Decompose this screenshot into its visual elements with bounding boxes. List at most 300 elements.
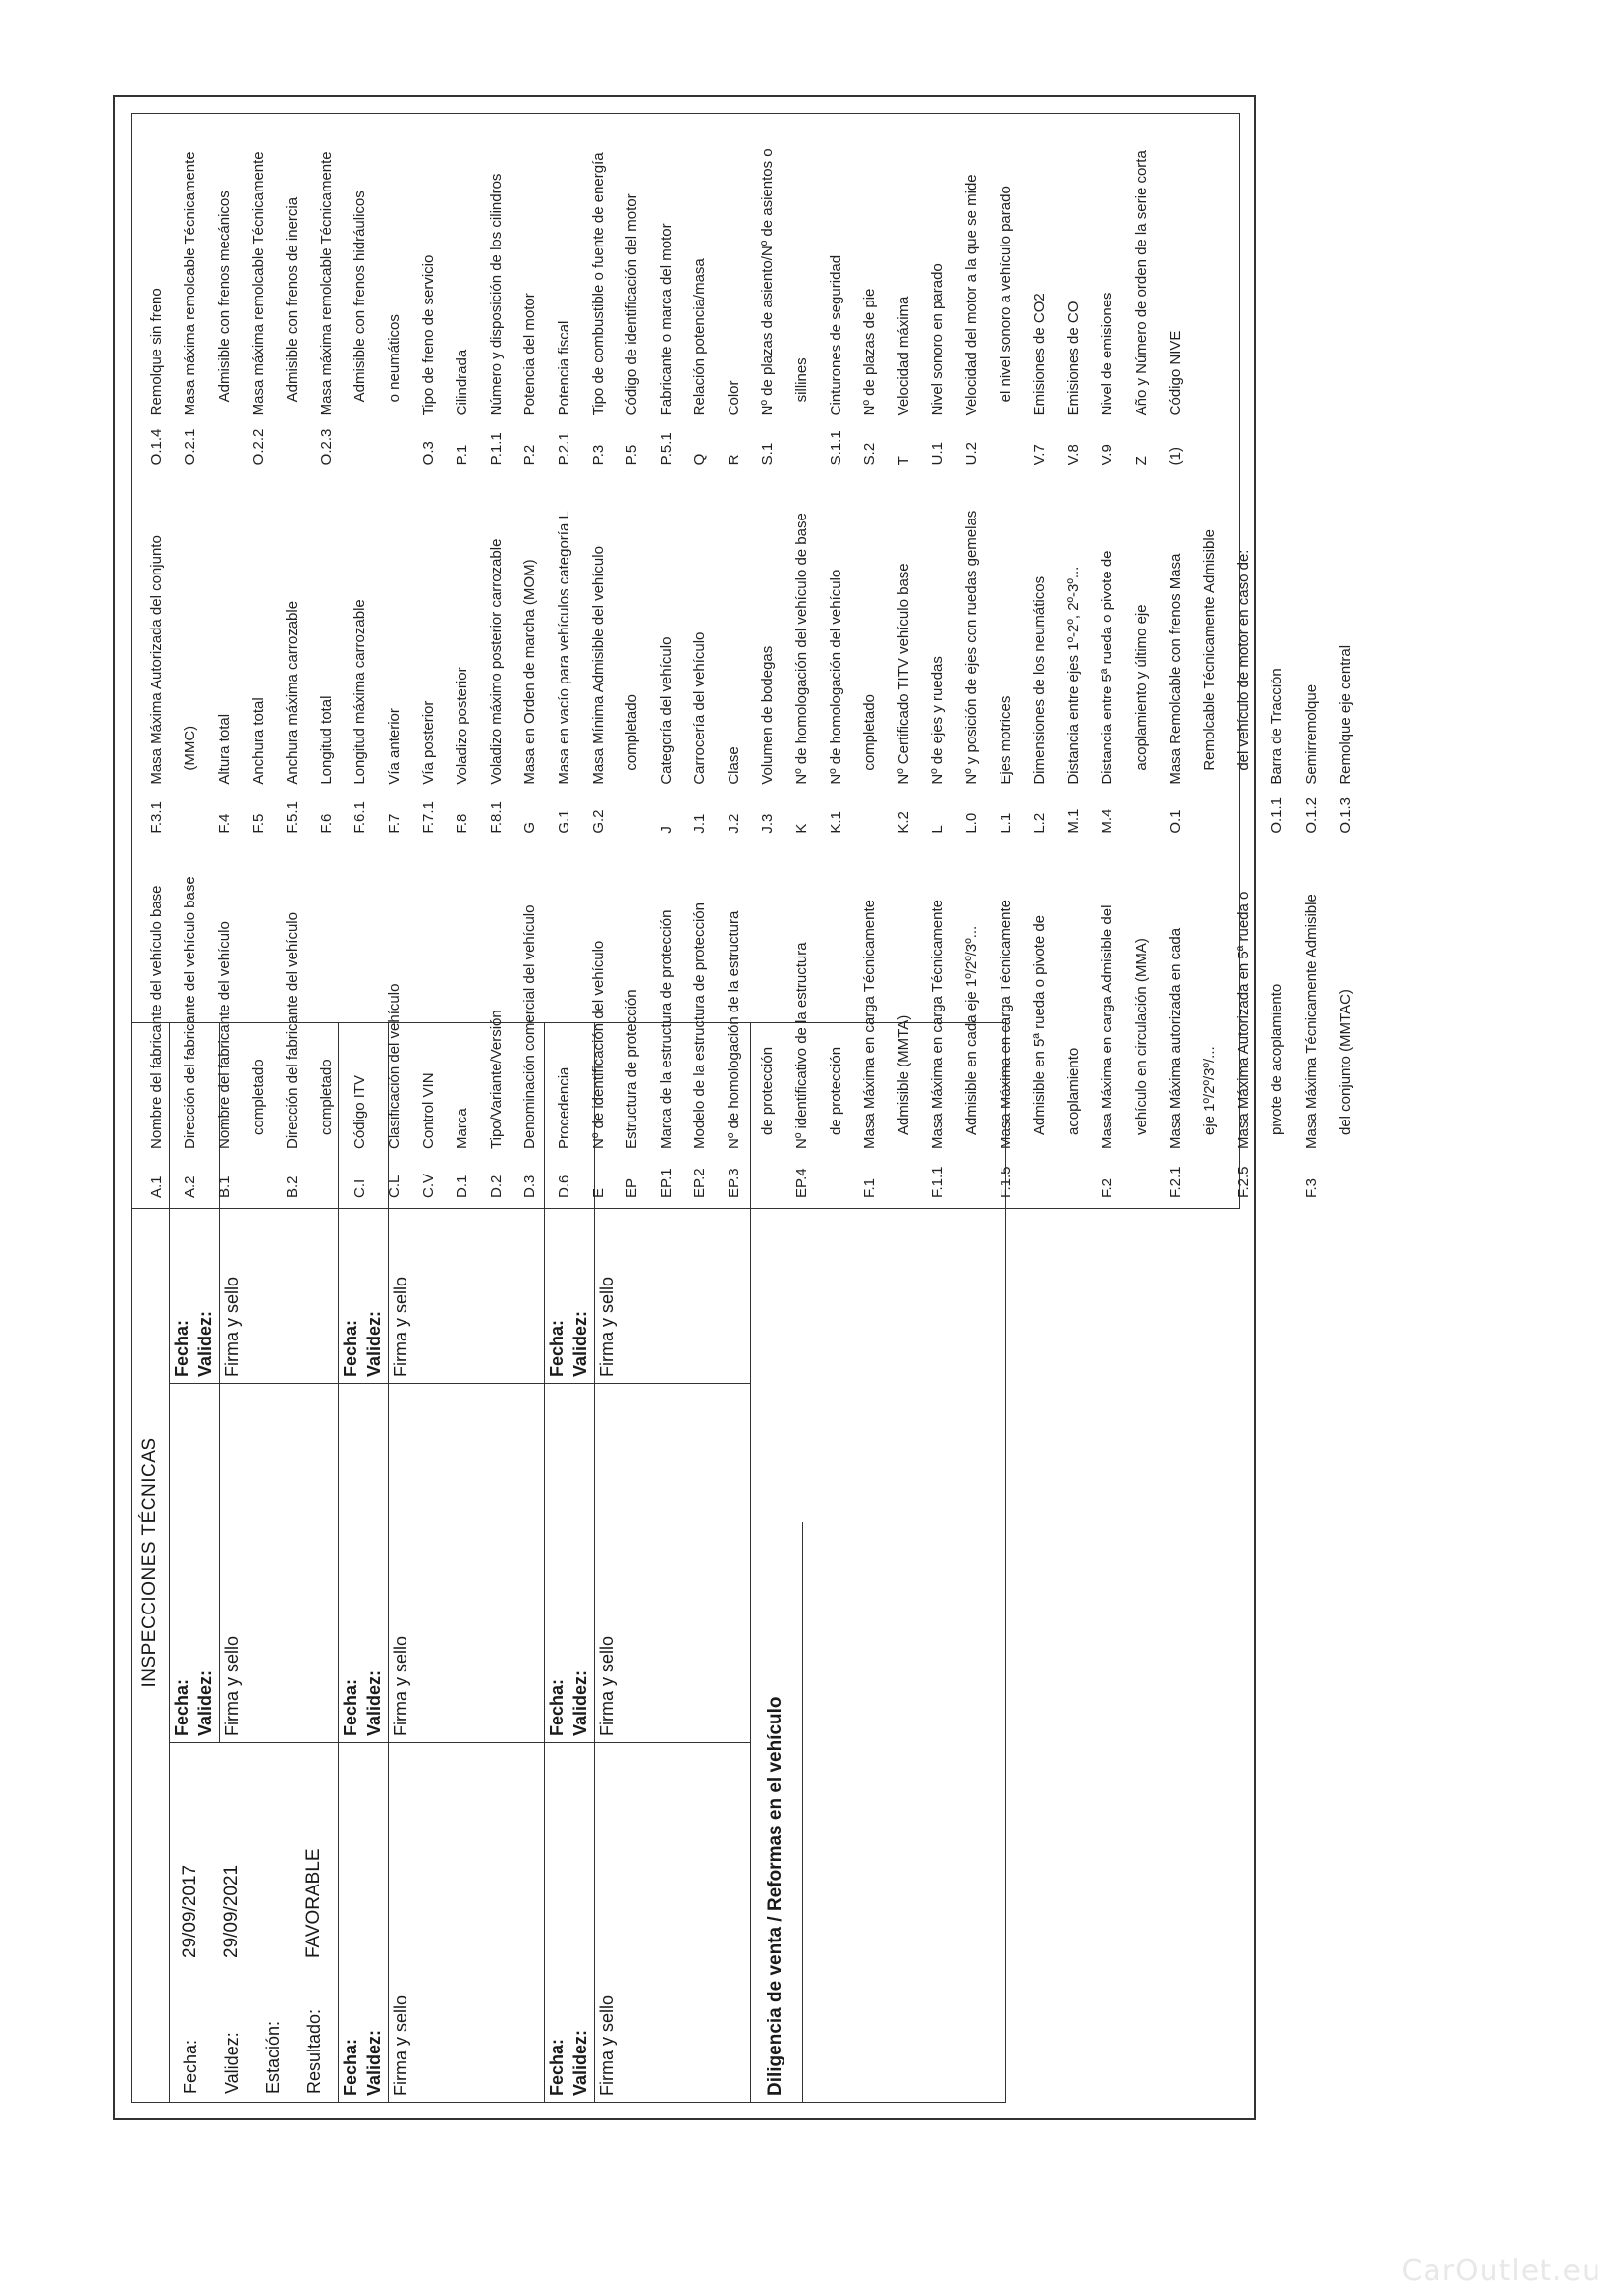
validez-label: Validez: [364, 1669, 384, 1736]
code-row [581, 844, 616, 1208]
code-id: F.1 [861, 1177, 879, 1198]
code-row [174, 114, 208, 474]
validez-label: Validez: [570, 1669, 590, 1736]
code-description: Masa Máxima en carga Técnicamente [929, 899, 947, 1149]
code-row [309, 474, 344, 843]
code-row [547, 114, 581, 474]
code-id: Z [1133, 456, 1151, 465]
code-id: L.0 [963, 812, 981, 834]
code-description: Vía posterior [419, 700, 437, 785]
code-row [445, 474, 479, 843]
firma-label: Firma y sello [594, 1384, 619, 1742]
code-id: F.7 [385, 813, 403, 834]
code-row [1261, 844, 1295, 1208]
code-id: V.9 [1099, 444, 1116, 465]
validez-label: Validez: [195, 1669, 215, 1736]
code-description: Masa en Orden de marcha (MOM) [521, 559, 539, 785]
code-description: Nº de homologación de la estructura [725, 910, 742, 1149]
code-id: R [725, 454, 742, 465]
codes-column-1 [139, 844, 1354, 1208]
code-row [377, 114, 411, 474]
code-id: F.5.1 [284, 801, 301, 834]
code-description: Masa Mínima Admisible del vehículo [589, 546, 607, 785]
code-id: P.5 [623, 444, 641, 465]
code-description: Nº y posición de ejes con ruedas gemelas [963, 510, 981, 785]
code-row [954, 844, 989, 1208]
code-row [174, 474, 208, 843]
code-row [649, 474, 683, 843]
code-id: D.2 [487, 1175, 505, 1198]
code-id: E [589, 1187, 607, 1198]
code-description: completado [861, 694, 879, 771]
code-row [1056, 844, 1091, 1208]
code-description: Año y Número de orden de la serie corta [1133, 150, 1151, 416]
code-id: Q [691, 453, 709, 465]
code-id: K [793, 823, 811, 834]
code-row [717, 474, 751, 843]
code-row [344, 844, 378, 1208]
code-description: Relación potencia/masa [691, 258, 709, 416]
code-row [819, 844, 853, 1208]
code-description: Ejes motrices [997, 695, 1014, 785]
firma-label: Firma y sello [219, 1023, 243, 1383]
code-id: O.1.3 [1336, 796, 1354, 834]
code-description: Modelo de la estructura de protección [691, 902, 709, 1149]
code-row [1056, 114, 1091, 474]
inspections-title: INSPECCIONES TÉCNICAS [132, 1023, 170, 2102]
code-id: (1) [1166, 447, 1184, 465]
code-description: Masa Remolcable con frenos Masa [1166, 553, 1184, 785]
fecha-value: 29/09/2017 [180, 1864, 200, 1958]
resultado-label: Resultado: [304, 2008, 324, 2094]
code-id: S.1 [759, 442, 777, 465]
code-description: Remolque eje central [1336, 644, 1354, 785]
code-row [547, 474, 581, 843]
code-description: Nº de plazas de pie [861, 288, 879, 416]
code-row [649, 114, 683, 474]
code-description: Tipo/Variante/Versión [487, 1010, 505, 1149]
code-row [784, 474, 819, 843]
code-row [479, 844, 514, 1208]
code-row [887, 844, 921, 1208]
code-row [1091, 114, 1125, 474]
code-id: O.1 [1166, 809, 1184, 834]
code-id: M.4 [1099, 808, 1116, 834]
code-row [377, 474, 411, 843]
code-id: J [657, 826, 675, 834]
rotated-sheet [115, 97, 1354, 2118]
code-row [581, 114, 616, 474]
firma-label: Firma y sello [219, 1384, 243, 1742]
code-description: Distancia entre ejes 1º-2º, 2º-3º... [1064, 566, 1082, 785]
code-description: Marca [454, 1108, 471, 1149]
code-description: Nº de ejes y ruedas [929, 656, 947, 785]
code-row [1022, 474, 1056, 843]
code-row [479, 474, 514, 843]
inspection-cell-7 [545, 1742, 751, 2102]
code-description: Fabricante o marca del motor [657, 223, 675, 416]
code-id: C.L [385, 1175, 403, 1198]
code-description: Masa Máxima en carga Técnicamente [997, 899, 1014, 1149]
code-row [852, 114, 887, 474]
code-description: completado [317, 1059, 335, 1135]
code-description: Masa máxima remolcable Técnicamente [249, 151, 267, 416]
inspection-cell-4 [339, 1742, 545, 2102]
code-description: completado [249, 1059, 267, 1135]
code-row [887, 474, 921, 843]
validez-value: 29/09/2021 [221, 1864, 242, 1958]
code-row [921, 114, 955, 474]
code-id: J.3 [759, 813, 777, 834]
code-row [514, 474, 548, 843]
code-row [649, 844, 683, 1208]
code-id: S.2 [861, 442, 879, 465]
code-description: Longitud máxima carrozable [352, 599, 369, 785]
code-description: Admisible en 5ª rueda o pivote de [1031, 914, 1049, 1135]
code-description: Control VIN [419, 1072, 437, 1149]
code-row [717, 114, 751, 474]
code-id: J.2 [725, 813, 742, 834]
code-row [207, 844, 242, 1208]
firma-label: Firma y sello [388, 1743, 412, 2102]
code-row [921, 844, 955, 1208]
firma-label: Firma y sello [594, 1743, 619, 2102]
code-id: F.1.1 [929, 1166, 947, 1198]
code-row [207, 474, 242, 843]
code-row [1124, 844, 1159, 1208]
code-id: O.2.2 [249, 428, 267, 465]
code-description: Admisible (MMTA) [894, 1014, 912, 1135]
code-description: Color [725, 380, 742, 416]
code-id: P.1 [454, 444, 471, 465]
code-row [1294, 474, 1328, 843]
code-id: L [929, 825, 947, 834]
validez-label: Validez: [570, 2029, 590, 2096]
code-description: Potencia del motor [521, 293, 539, 416]
inspection-cell-1 [170, 1742, 339, 2102]
code-id: G [521, 822, 539, 834]
code-description: Semirremolque [1302, 683, 1320, 785]
code-id: F.1.5 [997, 1166, 1014, 1198]
code-id: C.I [352, 1178, 369, 1198]
code-description: Nº de plazas de asiento/Nº de asientos o [759, 148, 777, 416]
code-id: J.1 [691, 813, 709, 834]
diligencia-title: Diligencia de venta / Reformas en el vehículo [765, 1696, 785, 2096]
code-id: L.1 [997, 812, 1014, 834]
code-row [309, 844, 344, 1208]
code-row [989, 474, 1023, 843]
code-id: F.7.1 [419, 801, 437, 834]
code-description: Masa Máxima en carga Técnicamente [861, 899, 879, 1149]
code-id: O.1.1 [1269, 796, 1286, 834]
code-row [242, 474, 276, 843]
code-description: Barra de Tracción [1269, 668, 1286, 785]
code-id: T [894, 456, 912, 465]
code-id: G.1 [555, 809, 572, 834]
code-row [344, 474, 378, 843]
code-row [207, 114, 242, 474]
code-row [887, 114, 921, 474]
code-row [411, 474, 446, 843]
code-id: F.8.1 [487, 801, 505, 834]
code-id: S.1.1 [827, 430, 844, 465]
diligencia-underline [802, 1522, 803, 2102]
code-description: Longitud total [317, 695, 335, 785]
code-description: Voladizo máximo posterior carrozable [487, 538, 505, 785]
code-id: O.3 [419, 441, 437, 465]
code-row [275, 114, 309, 474]
code-row [954, 474, 989, 843]
code-description: Nº identificativo de la estructura [793, 942, 811, 1149]
code-row [1226, 474, 1261, 843]
code-description: Vía anterior [385, 708, 403, 785]
fecha-label: Fecha: [547, 2038, 567, 2096]
code-id: F.4 [215, 813, 233, 834]
code-row [514, 844, 548, 1208]
code-row [139, 844, 174, 1208]
code-description: Admisible en cada eje 1º/2º/3º... [963, 925, 981, 1135]
code-description: acoplamiento y último eje [1133, 604, 1151, 771]
code-row [852, 844, 887, 1208]
code-id: V.8 [1064, 444, 1082, 465]
code-row [989, 114, 1023, 474]
code-description: Distancia entre 5ª rueda o pivote de [1099, 550, 1116, 785]
fecha-label: Fecha: [547, 1319, 567, 1377]
code-id: D.1 [454, 1175, 471, 1198]
code-id: K.1 [827, 811, 844, 834]
code-id: EP [623, 1177, 641, 1198]
code-description: Nivel sonoro en parado [929, 263, 947, 416]
code-row [1192, 474, 1226, 843]
code-id: F.3 [1302, 1177, 1320, 1198]
code-id: F.8 [454, 813, 471, 834]
code-description: o neumáticos [385, 314, 403, 403]
code-id: V.7 [1031, 444, 1049, 465]
code-description: Nº de homologación del vehículo de base [793, 513, 811, 785]
code-description: Potencia fiscal [555, 320, 572, 416]
validez-label: Validez: [195, 1310, 215, 1377]
code-id: O.2.1 [182, 428, 199, 465]
code-description: Cinturones de seguridad [827, 254, 844, 416]
code-description: acoplamiento [1064, 1047, 1082, 1135]
code-id: F.6 [317, 813, 335, 834]
validez-label: Validez: [364, 1310, 384, 1377]
code-id: EP.4 [793, 1168, 811, 1198]
code-row [1091, 474, 1125, 843]
code-description: Nº de homologación del vehículo [827, 569, 844, 785]
code-row [1159, 114, 1193, 474]
code-description: del vehículo de motor en caso de: [1234, 549, 1252, 771]
code-description: Nombre del fabricante del vehículo base [147, 885, 165, 1149]
code-description: del conjunto (MMTAC) [1336, 989, 1354, 1135]
code-row [242, 114, 276, 474]
code-row [852, 474, 887, 843]
code-row [1226, 844, 1261, 1208]
code-description: Estructura de protección [623, 989, 641, 1149]
code-row [1328, 844, 1363, 1208]
fecha-label: Fecha: [172, 1319, 191, 1377]
code-description: Procedencia [555, 1066, 572, 1149]
code-id: G.2 [589, 809, 607, 834]
code-description: Denominación comercial del vehículo [521, 904, 539, 1149]
code-id: P.1.1 [487, 432, 505, 465]
code-id: D.6 [555, 1175, 572, 1198]
code-description: (MMC) [182, 725, 199, 771]
code-description: Remolcable Técnicamente Admisible [1201, 528, 1218, 771]
code-row [954, 114, 989, 474]
code-description: Código de identificación del motor [623, 193, 641, 416]
code-id: A.2 [182, 1175, 199, 1198]
code-id: M.1 [1064, 808, 1082, 834]
code-row [411, 114, 446, 474]
code-id: K.2 [894, 811, 912, 834]
code-row [989, 844, 1023, 1208]
fecha-label: Fecha: [181, 2039, 200, 2094]
code-row [683, 474, 718, 843]
code-row [445, 844, 479, 1208]
code-description: Velocidad máxima [894, 296, 912, 416]
code-row [514, 114, 548, 474]
code-description: Altura total [215, 713, 233, 785]
code-id: F.2.5 [1234, 1166, 1252, 1198]
code-row [1091, 844, 1125, 1208]
code-description: Masa Máxima Autorizada del conjunto [147, 535, 165, 785]
code-id: EP.1 [657, 1168, 675, 1198]
code-row [344, 114, 378, 474]
code-id: EP.3 [725, 1168, 742, 1198]
code-description: el nivel sonoro a vehículo parado [997, 186, 1014, 403]
code-description: de protección [827, 1046, 844, 1135]
resultado-value: FAVORABLE [303, 1848, 324, 1958]
fecha-label: Fecha: [341, 2038, 360, 2096]
code-row [819, 474, 853, 843]
code-row [1022, 114, 1056, 474]
code-description: Emisiones de CO2 [1031, 293, 1049, 416]
code-description: Tipo de combustible o fuente de energía [589, 152, 607, 416]
code-row [275, 474, 309, 843]
code-id: F.2.1 [1166, 1166, 1184, 1198]
firma-label: Firma y sello [388, 1384, 412, 1742]
code-row [411, 844, 446, 1208]
validez-label: Validez: [570, 1310, 590, 1377]
code-row [547, 844, 581, 1208]
code-description: Código NIVE [1166, 330, 1184, 416]
code-description: Anchura máxima carrozable [284, 600, 301, 785]
code-description: Emisiones de CO [1064, 301, 1082, 416]
code-description: Remolque sin freno [147, 288, 165, 416]
fecha-label: Fecha: [341, 1319, 360, 1377]
code-description: Volumen de bodegas [759, 645, 777, 785]
code-row [615, 474, 649, 843]
codes-column-2 [139, 474, 1354, 843]
codes-legend-panel [131, 113, 1354, 1209]
code-row [784, 844, 819, 1208]
code-id: B.1 [215, 1175, 233, 1198]
code-id: O.2.3 [317, 428, 335, 465]
code-id: U.2 [963, 442, 981, 465]
fecha-label: Fecha: [172, 1678, 191, 1736]
code-id: F.6.1 [352, 801, 369, 834]
code-row [615, 114, 649, 474]
code-row [309, 114, 344, 474]
code-description: Admisible con frenos de inercia [284, 196, 301, 403]
fecha-label: Fecha: [547, 1678, 567, 1736]
code-row [615, 844, 649, 1208]
code-description: Masa Máxima Autorizada en 5ª rueda o [1234, 891, 1252, 1149]
code-description: Clase [725, 746, 742, 785]
code-description: Número y disposición de los cilindros [487, 173, 505, 416]
code-description: Dirección del fabricante del vehículo [284, 912, 301, 1149]
validez-label: Validez: [364, 2029, 384, 2096]
code-row [139, 474, 174, 843]
code-row [377, 844, 411, 1208]
code-description: Anchura total [249, 697, 267, 785]
code-row [683, 844, 718, 1208]
code-description: Nº de identificación del vehículo [589, 940, 607, 1149]
code-id: F.2 [1099, 1177, 1116, 1198]
code-row [275, 844, 309, 1208]
code-id: B.2 [284, 1175, 301, 1198]
code-description: Voladizo posterior [454, 667, 471, 785]
code-description: Tipo de freno de servicio [419, 254, 437, 416]
code-description: sillines [793, 357, 811, 403]
code-row [1124, 114, 1159, 474]
watermark: CarOutlet.eu [1401, 2254, 1601, 2288]
code-description: de protección [759, 1046, 777, 1135]
code-description: Admisible con frenos mecánicos [215, 191, 233, 403]
code-id: F.5 [249, 813, 267, 834]
code-row [242, 844, 276, 1208]
code-description: Nivel de emisiones [1099, 292, 1116, 416]
code-row [479, 114, 514, 474]
code-description: Código ITV [352, 1074, 369, 1149]
code-description: vehículo en circulación (MMA) [1133, 938, 1151, 1135]
code-row [1124, 474, 1159, 843]
code-description: Cilindrada [454, 349, 471, 416]
code-row [174, 844, 208, 1208]
code-row [819, 114, 853, 474]
code-row [1022, 844, 1056, 1208]
code-row [683, 114, 718, 474]
code-row [1159, 474, 1193, 843]
code-description: completado [623, 694, 641, 771]
code-id: O.1.4 [147, 428, 165, 465]
code-row [1159, 844, 1193, 1208]
code-id: O.1.2 [1302, 796, 1320, 834]
code-row [139, 114, 174, 474]
code-description: Marca de la estructura de protección [657, 909, 675, 1149]
inspection-cell-2 [170, 1383, 339, 1742]
code-row [784, 114, 819, 474]
code-description: Dirección del fabricante del vehículo base [182, 876, 199, 1149]
code-id: P.2 [521, 444, 539, 465]
code-id: C.V [419, 1173, 437, 1198]
code-id: P.2.1 [555, 432, 572, 465]
code-row [751, 114, 785, 474]
code-description: Masa Máxima autorizada en cada [1166, 927, 1184, 1149]
code-row [751, 474, 785, 843]
code-description: Admisible con frenos hidráulicos [352, 191, 369, 403]
code-description: Velocidad del motor a la que se mide [963, 174, 981, 416]
code-description: pivote de acoplamiento [1269, 983, 1286, 1135]
code-description: Carrocería del vehículo [691, 631, 709, 785]
code-id: P.5.1 [657, 432, 675, 465]
code-description: Nombre del fabricante del vehículo [215, 921, 233, 1149]
code-row [1294, 844, 1328, 1208]
code-description: Clasificación del vehículo [385, 983, 403, 1149]
code-description: Masa en vacío para vehículos categoría L [555, 511, 572, 785]
code-description: eje 1º/2º/3º/... [1201, 1046, 1218, 1135]
